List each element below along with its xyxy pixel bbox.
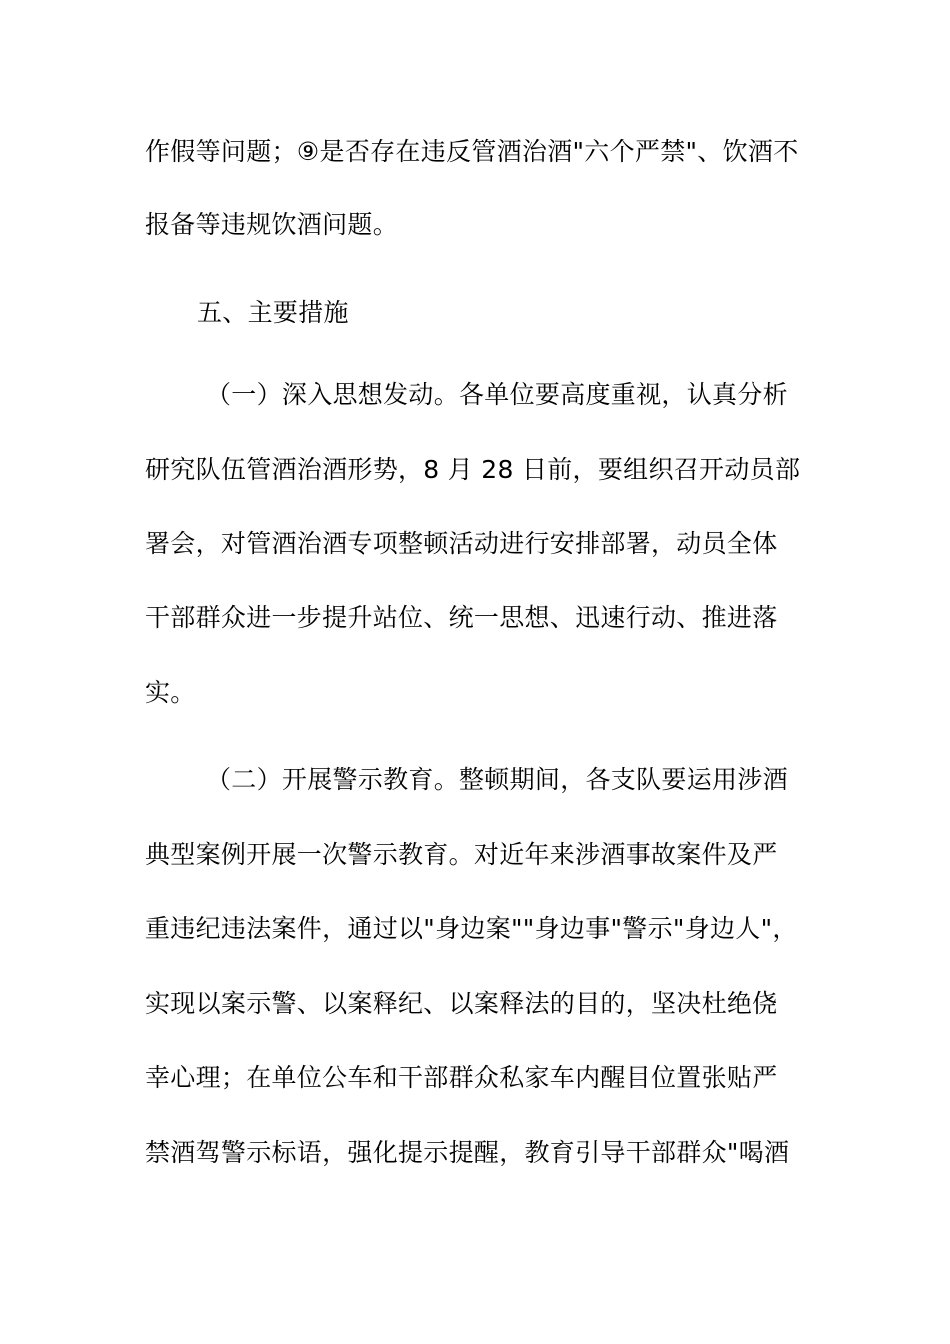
- text-line: 作假等问题；⑨是否存在违反管酒治酒"六个严禁"、饮酒不: [145, 137, 799, 166]
- section-heading: 五、主要措施: [197, 298, 349, 327]
- text-line: 实。: [145, 678, 196, 707]
- text-line: 干部群众进一步提升站位、统一思想、迅速行动、推进落: [145, 603, 778, 632]
- text-line: 典型案例开展一次警示教育。对近年来涉酒事故案件及严: [145, 840, 778, 869]
- text-line: 幸心理；在单位公车和干部群众私家车内醒目位置张贴严: [145, 1063, 778, 1092]
- text-line: 研究队伍管酒治酒形势，8 月 28 日前，要组织召开动员部: [145, 455, 801, 484]
- text-line: （二）开展警示教育。整顿期间，各支队要运用涉酒: [206, 765, 788, 794]
- text-line: （一）深入思想发动。各单位要高度重视，认真分析: [206, 380, 788, 409]
- text-line: 重违纪违法案件，通过以"身边案""身边事"警示"身边人"，: [145, 914, 798, 943]
- text-line: 禁酒驾警示标语，强化提示提醒，教育引导干部群众"喝酒: [145, 1138, 790, 1167]
- text-line: 署会，对管酒治酒专项整顿活动进行安排部署，动员全体: [145, 529, 778, 558]
- text-line: 实现以案示警、以案释纪、以案释法的目的，坚决杜绝侥: [145, 989, 778, 1018]
- text-line: 报备等违规饮酒问题。: [145, 210, 399, 239]
